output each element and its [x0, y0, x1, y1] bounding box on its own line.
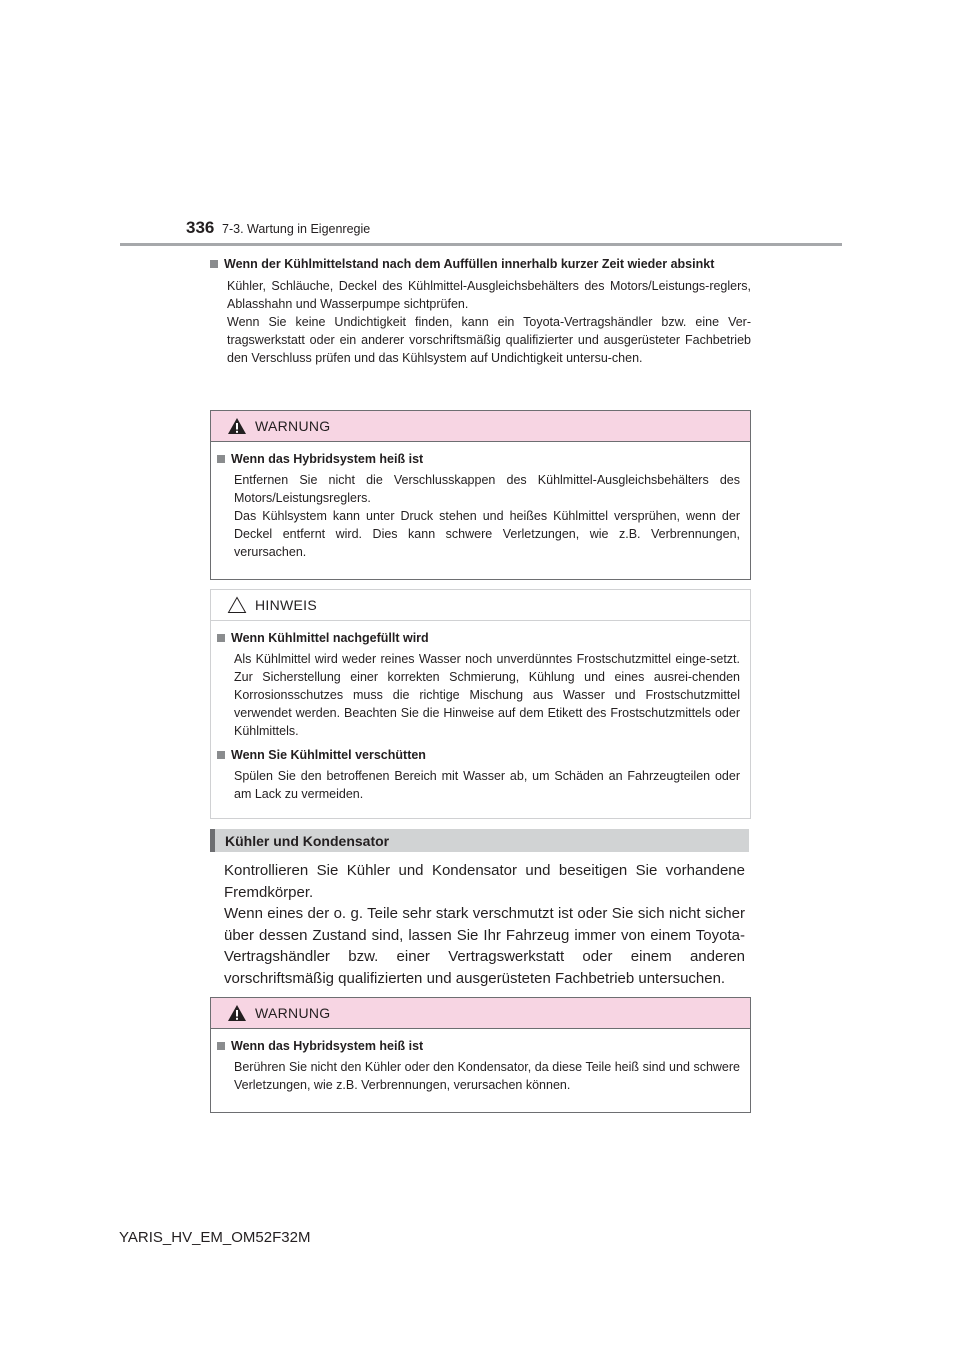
section-title: 7-3. Wartung in Eigenregie — [222, 222, 371, 236]
warning-triangle-icon — [227, 417, 247, 435]
warning-text-2: Berühren Sie nicht den Kühler oder den Kondensator, da diese Teile heiß sind und schwere Verletzungen, wie z.B. Verbrennungen, verursachen können. — [234, 1060, 740, 1092]
warning-box-2 — [210, 997, 751, 1113]
warning-body-1 — [211, 442, 750, 577]
bullet-square-icon — [217, 751, 225, 759]
notice-heading-2: Wenn Sie Kühlmittel verschütten — [217, 746, 740, 764]
intro-body-text: Kühler, Schläuche, Deckel des Kühlmittel-Ausgleichsbehälters des Motors/Leistungs-reglers, Ablasshahn und Wasserpumpe sichtprüfen. Wenn Sie keine Undichtigkeit finden, kann ein Toyota-Vertragshändler bzw. eine Ver-tragswerkstatt oder ein anderer vorschriftsmäßig qualifizierter und ausgerüsteter Fachbetrieb den Verschluss prüfen und das Kühlsystem auf Undichtigkeit untersu-chen. — [227, 279, 751, 365]
document-code: YARIS_HV_EM_OM52F32M — [119, 1229, 311, 1246]
notice-box — [210, 589, 751, 819]
warning-label-2: WARNUNG — [255, 1005, 331, 1021]
bullet-square-icon — [217, 1042, 225, 1050]
warning-body-2 — [211, 1029, 750, 1110]
section-heading-bar — [210, 829, 749, 852]
header-divider — [120, 243, 842, 246]
intro-heading: Wenn der Kühlmittelstand nach dem Auffüllen innerhalb kurzer Zeit wieder absinkt — [210, 255, 751, 273]
section-body — [224, 860, 745, 989]
page-number: 336 — [186, 218, 215, 237]
warning-heading-2: Wenn das Hybridsystem heiß ist — [217, 1037, 740, 1055]
notice-triangle-icon — [227, 596, 247, 614]
notice-text-2: Spülen Sie den betroffenen Bereich mit Wasser ab, um Schäden an Fahrzeugteilen oder am Lack zu vermeiden. — [234, 769, 740, 801]
warning-triangle-icon — [227, 1004, 247, 1022]
notice-heading-1: Wenn Kühlmittel nachgefüllt wird — [217, 629, 740, 647]
bullet-square-icon — [217, 634, 225, 642]
section-paragraph-1: Kontrollieren Sie Kühler und Kondensator und beseitigen Sie vorhandene Fremdkörper. — [224, 862, 745, 901]
bullet-square-icon — [217, 455, 225, 463]
intro-section — [210, 255, 751, 367]
notice-body — [211, 621, 750, 819]
warning-header-2 — [211, 998, 750, 1029]
warning-text-1: Entfernen Sie nicht die Verschlusskappen des Kühlmittel-Ausgleichsbehälters des Motors/Leistungsreglers. Das Kühlsystem kann unter Druck stehen und heißes Kühlmittel versprühen, wenn der Deckel entfernt wird. Dies kann schwere Verletzungen, wie z.B. Verbrennungen, verursachen. — [234, 473, 740, 559]
section-heading: Kühler und Kondensator — [225, 832, 390, 849]
section-paragraph-2: Wenn eines der o. g. Teile sehr stark verschmutzt ist oder Sie sich nicht sicher über dessen Zustand sind, lassen Sie Ihr Fahrzeug immer von einem Toyota-Vertragshändler bzw. einer Vertragswerkstatt oder einem anderen vorschriftsmäßig qualifizierten und ausgerüsteten Fachbetrieb untersuchen. — [224, 905, 745, 987]
notice-text-1: Als Kühlmittel wird weder reines Wasser noch unverdünntes Frostschutzmittel einge-setzt. Zur Sicherstellung einer korrekten Schmierung, Kühlung und eines ausrei-chenden Korrosionsschutzes muss die richtige Mischung aus Wasser und Frostschutzmittel verwendet werden. Beachten Sie die Hinweise auf dem Etikett des Frostschutzmittels oder Kühlmittels. — [234, 652, 740, 738]
warning-heading-1: Wenn das Hybridsystem heiß ist — [217, 450, 740, 468]
warning-box-1 — [210, 410, 751, 580]
intro-body — [227, 277, 751, 367]
heading-accent — [210, 829, 215, 852]
warning-label-1: WARNUNG — [255, 418, 331, 434]
notice-label: HINWEIS — [255, 597, 317, 613]
bullet-square-icon — [210, 260, 218, 268]
notice-header — [211, 590, 750, 621]
warning-header-1 — [211, 411, 750, 442]
